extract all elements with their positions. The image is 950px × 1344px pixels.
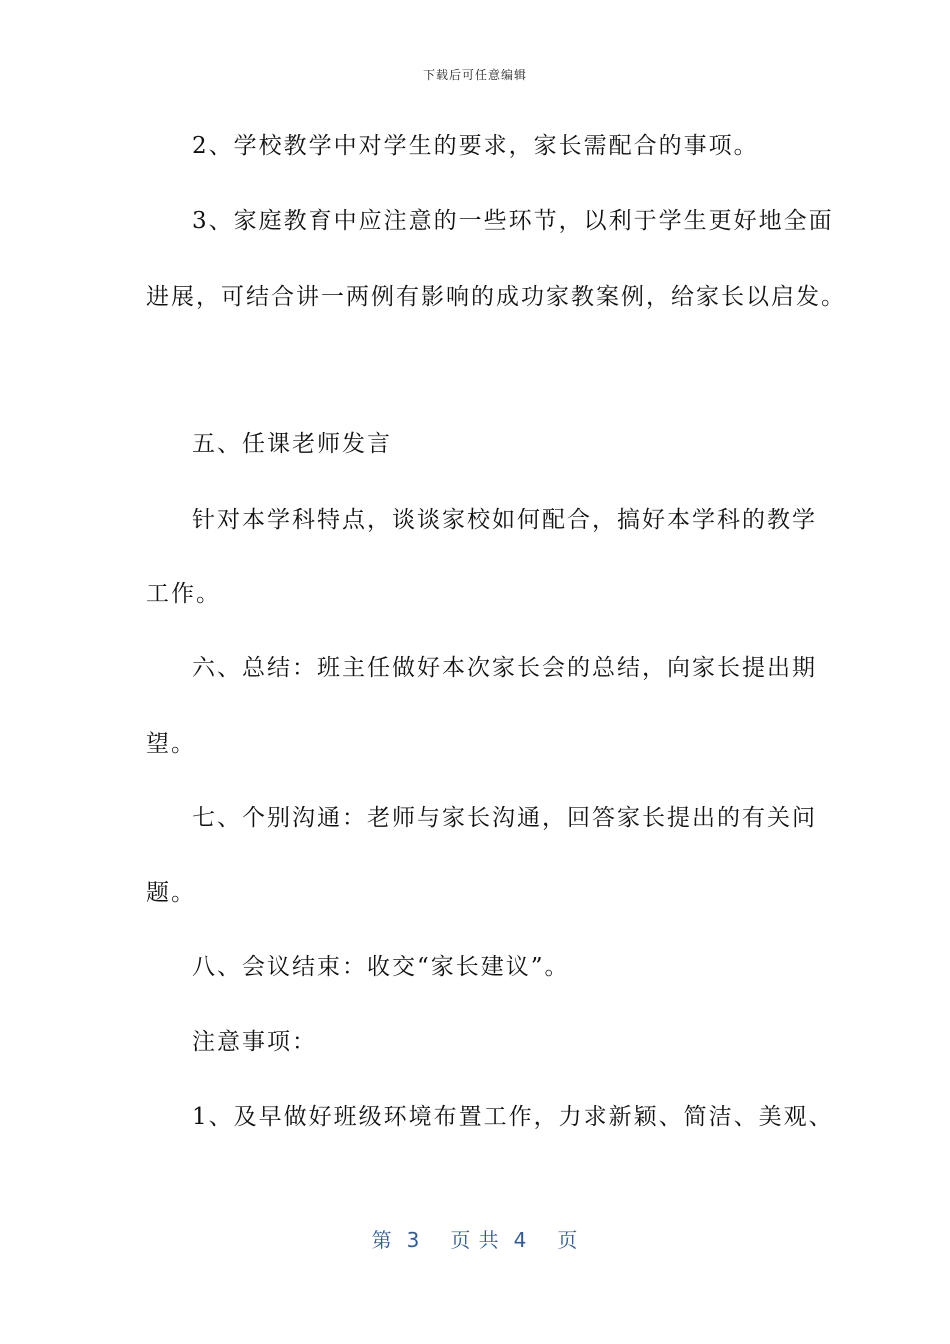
section-heading: 五、任课老师发言 bbox=[192, 431, 392, 457]
paragraph-line: 题。 bbox=[146, 880, 196, 906]
paragraph-line: 针对本学科特点，谈谈家校如何配合，搞好本学科的教学 bbox=[192, 507, 817, 533]
footer-suffix: 页 bbox=[557, 1228, 579, 1252]
paragraph-line: 六、总结：班主任做好本次家长会的总结，向家长提出期 bbox=[192, 655, 817, 681]
total-pages-number: 4 bbox=[513, 1228, 528, 1252]
page-footer bbox=[0, 1224, 950, 1253]
paragraph-line: 七、个别沟通：老师与家长沟通，回答家长提出的有关问 bbox=[192, 805, 817, 831]
paragraph-line: 望。 bbox=[146, 731, 196, 757]
header-note: 下载后可任意编辑 bbox=[422, 68, 527, 82]
paragraph-line: 工作。 bbox=[146, 581, 221, 607]
paragraph-line: 2、学校教学中对学生的要求，家长需配合的事项。 bbox=[192, 133, 759, 159]
paragraph-line: 八、会议结束：收交“家长建议”。 bbox=[192, 954, 570, 980]
paragraph-line: 3、家庭教育中应注意的一些环节，以利于学生更好地全面 bbox=[192, 208, 834, 234]
section-heading: 注意事项： bbox=[192, 1029, 317, 1055]
paragraph-line: 进展，可结合讲一两例有影响的成功家教案例，给家长以启发。 bbox=[146, 284, 846, 310]
footer-prefix: 第 bbox=[371, 1228, 393, 1252]
paragraph-line: 1、及早做好班级环境布置工作，力求新颖、简洁、美观、 bbox=[192, 1104, 834, 1130]
footer-middle: 页 共 bbox=[450, 1228, 500, 1252]
current-page-number: 3 bbox=[406, 1228, 421, 1252]
